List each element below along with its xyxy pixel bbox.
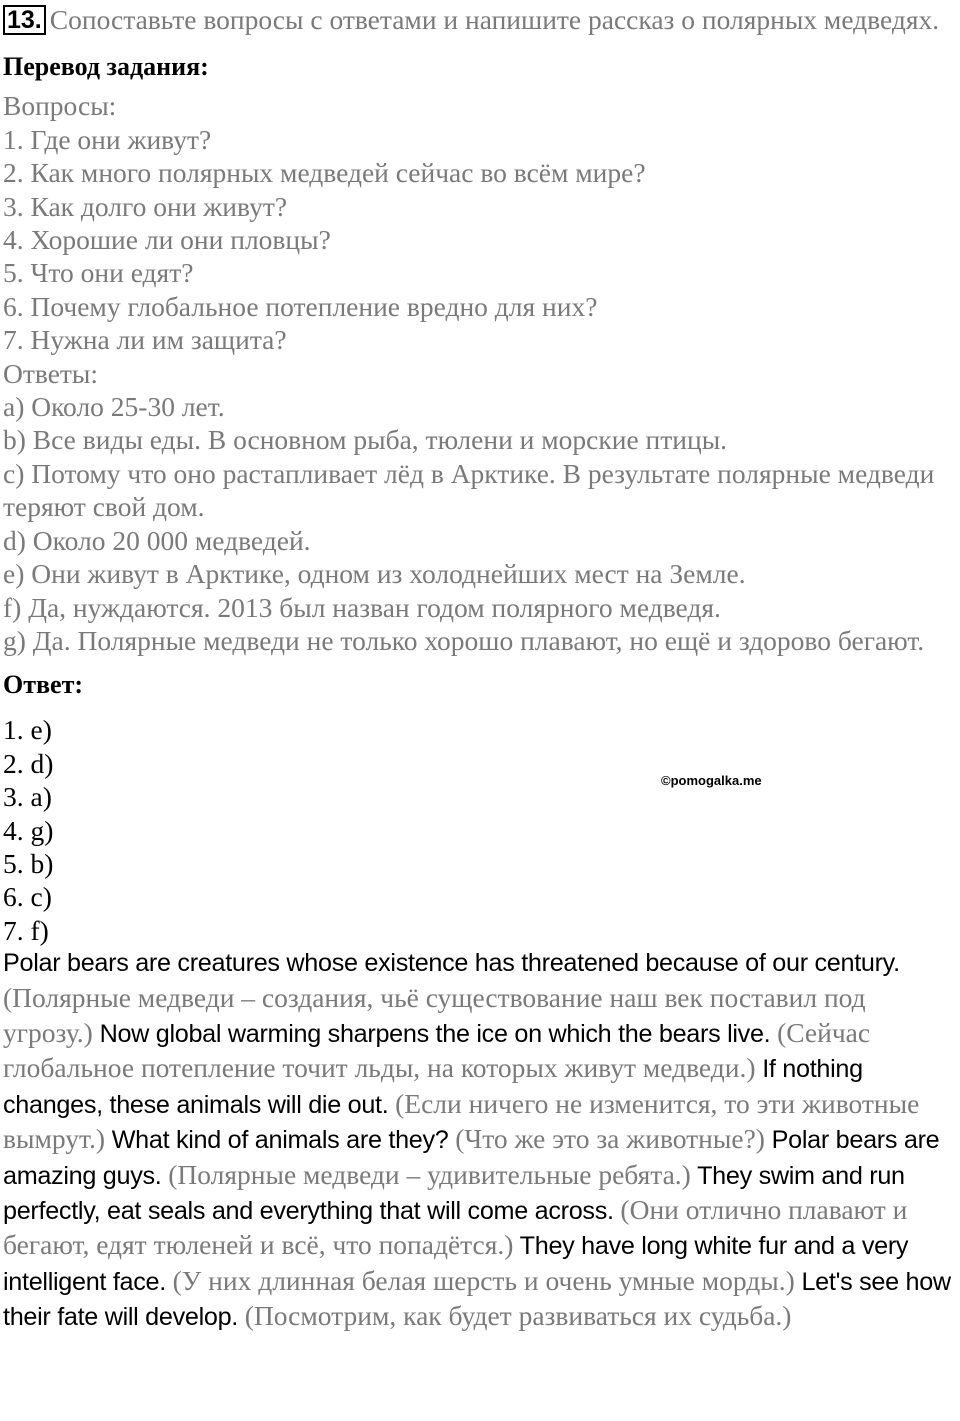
translation-line: 1. Где они живут? — [3, 123, 212, 155]
story-sentence-en: They have long white fur and a very intelligent face. — [3, 1232, 909, 1296]
task-text: Сопоставьте вопросы с ответами и напишите рассказ о полярных медведях. — [49, 4, 940, 35]
translation-line: 2. Как много полярных медведей сейчас во всём мире? — [3, 157, 646, 189]
story-sentence-ru: (У них длинная белая шерсть и очень умные морды.) — [172, 1264, 795, 1296]
story-sentence-en: What kind of animals are they? — [111, 1126, 449, 1155]
translation-line: g) Да. Полярные медведи не только хорошо плавают, но ещё и здорово бегают. — [3, 624, 925, 656]
task-statement — [3, 3, 955, 36]
answer-item: 4. g) — [3, 814, 54, 846]
translation-line: c) Потому что оно растапливает лёд в Арктике. В результате полярные медведи теряют свой дом. — [3, 457, 935, 523]
translation-line: f) Да, нуждаются. 2013 был назван годом полярного медведя. — [3, 591, 721, 623]
story-sentence-ru: (Полярные медведи – удивительные ребята.) — [168, 1158, 691, 1190]
story-sentence-en: Polar bears are amazing guys. — [3, 1126, 940, 1190]
translation-line: 6. Почему глобальное потепление вредно для них? — [3, 290, 598, 322]
translation-line: Ответы: — [3, 357, 99, 389]
translation-line: 3. Как долго они живут? — [3, 190, 288, 222]
translation-line: 7. Нужна ли им защита? — [3, 324, 287, 356]
story-sentence-en: They swim and run perfectly, eat seals and everything that will come across. — [3, 1161, 905, 1225]
story-sentence-en: Let's see how their fate will develop. — [3, 1267, 951, 1332]
story-sentence-ru: (Посмотрим, как будет развиваться их судьба.) — [244, 1300, 792, 1332]
translation-heading: Перевод задания: — [3, 52, 209, 82]
story-paragraph — [3, 947, 955, 1334]
watermark: ©pomogalka.me — [661, 773, 762, 788]
translation-line: 5. Что они едят? — [3, 257, 194, 289]
translation-line: e) Они живут в Арктике, одном из холоднейших мест на Земле. — [3, 558, 746, 590]
story-sentence-en: If nothing changes, these animals will die out. — [3, 1055, 863, 1119]
document-page — [3, 3, 955, 1335]
answer-list — [3, 713, 955, 947]
story-sentence-ru: (Сейчас глобальное потепление точит льды, на которых живут медведи.) — [3, 1016, 871, 1084]
answer-item: 5. b) — [3, 847, 54, 879]
answer-item: 2. d) — [3, 747, 54, 779]
story-sentence-ru: (Если ничего не изменится, то эти животные вымрут.) — [3, 1087, 920, 1155]
translation-line: b) Все виды еды. В основном рыба, тюлени и морские птицы. — [3, 424, 728, 456]
answer-item: 1. e) — [3, 714, 52, 746]
story-sentence-en: Polar bears are creatures whose existence has threatened because of our century. — [3, 949, 900, 978]
translation-line: a) Около 25-30 лет. — [3, 391, 225, 423]
story-sentence-en: Now global warming sharpens the ice on which the bears live. — [99, 1019, 771, 1048]
story-sentence-ru: (Полярные медведи – создания, чьё существование наш век поставил под угрозу.) — [3, 981, 866, 1048]
answer-item: 7. f) — [3, 914, 49, 946]
translation-line: d) Около 20 000 медведей. — [3, 524, 311, 556]
story-sentence-ru: (Они отлично плавают и бегают, едят тюленей и всё, что попадётся.) — [3, 1194, 908, 1261]
task-number: 13. — [3, 5, 46, 35]
story-sentence-ru: (Что же это за животные?) — [455, 1123, 765, 1155]
translation-line: 4. Хорошие ли они пловцы? — [3, 224, 331, 256]
answer-item: 6. c) — [3, 881, 52, 913]
answer-heading: Ответ: — [3, 670, 84, 700]
translation-line: Вопросы: — [3, 90, 117, 122]
translation-block — [3, 89, 955, 657]
answer-item: 3. a) — [3, 781, 52, 813]
